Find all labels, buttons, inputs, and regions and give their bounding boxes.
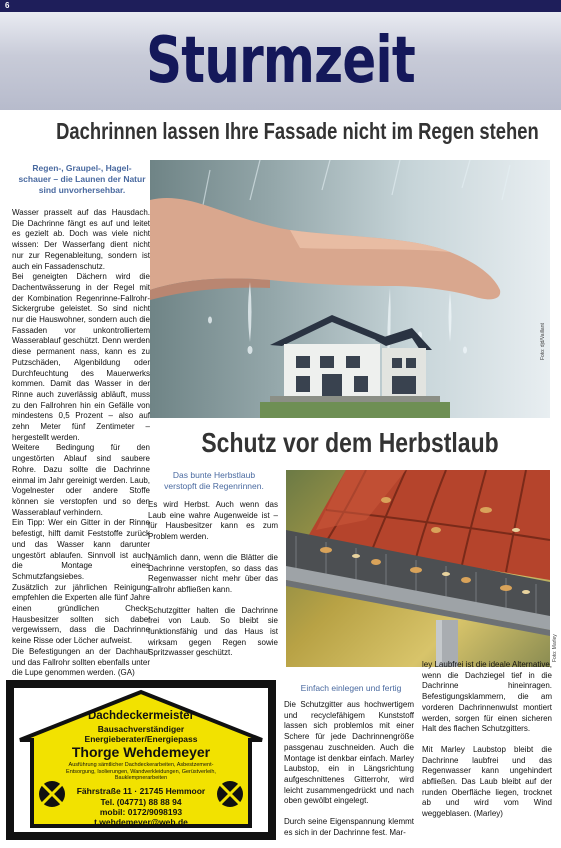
ad-name: Thorge Wehdemeyer [71,744,211,760]
ad-address: Fährstraße 11 · 21745 Hemmoor [76,786,206,796]
body-paragraph: ley Laubfrei ist die ideale Alternative, wenn die Dachziegel tief in die Dachrinne hineinragen. Befestigungsklammern, die am vorderen Dachrinnenwulst montiert werden, sorgen für einen sicheren Halt des flachen Schutzgitters. [422,660,552,734]
article1-intro [12,163,152,196]
article2-subhead2: Einfach einlegen und fertig [300,683,402,693]
image-credit: Foto: djd/Vaillant [540,323,546,360]
section-title: Sturmzeit [146,24,415,98]
body-paragraph: Bei geneigten Dächern wird die Dachentwässerung in der Regel mit der Kombination Regenrinne-Fallrohr-Sickergrube geleistet. So sind nicht nur die Hauswohner, sondern auch die Fassaden vor unkontrolliertem Wasserablauf geschützt. Denn werden diese permanent nass, kann es zu Putzschäden, Algenbildung oder Durchfeuchtung des Mauerwerks kommen. Damit das Wasser in der Rinne auch zuverlässig abläuft, muss zu den Fallrohren hin ein Gefälle von mindestens 0,5 Prozent – also auf zehn Meter fünf Zentimeter – hergestellt werden. [12,272,150,442]
intro-line: schauer – die Launen der Natur [18,174,146,184]
subhead-line: Das bunte Herbstlaub [172,470,256,480]
body-paragraph: Mit Marley Laubstop bleibt die Dachrinne laubfrei und das Regenwasser kann ungehindert abfließen. Das Laub bleibt auf der runden Oberfläche liegen, trocknet ab und wird vom Wind weggeblasen. (Marley) [422,744,552,819]
masthead [0,12,561,110]
image-credit: Foto: Marley [552,634,558,662]
body-paragraph: Die Schutzgitter aus hochwertigem und recyclefähigem Kunststoff lassen sich problemlos mit einer Schere für jede Dachrinnengröße passgenau zuschneiden. Auch die Montage ist denkbar einfach. Marley Laubstop, ein in Längsrichtung aufgeschnittenes Gitterrohr, wird leicht zusammengedrückt und nach oben gewölbt eingelegt. [284,700,414,806]
body-paragraph: Durch seine Eigenspannung klemmt es sich in der Dachrinne fest. Mar- [284,817,414,837]
body-paragraph: Es wird Herbst. Auch wenn das Laub eine wahre Augenweide ist – für Hausbesitzer kann es zum Problem werden. [148,500,278,542]
ad-line1: Bausachverständiger [97,724,185,734]
ad-phone[interactable]: Tel. (04771) 88 88 94 [100,797,182,807]
hand-over-house-photo [150,160,550,418]
intro-line: sind unvorhersehbar. [38,185,126,195]
article2-subhead [158,470,270,491]
body-paragraph: Wasser prasselt auf das Hausdach. Die Dachrinne fängt es auf und leitet es gezielt ab. Doch was viele nicht wissen: Der Wasserfang dient nicht nur zur Regenableitung, sondern ist auch ein Fassadenschutz. [12,208,150,271]
body-paragraph: Schutzgitter halten die Dachrinne frei von Laub. So bleibt sie funktionsfähig und das Haus ist wirksam gegen Regen sowie Spritzwasser geschützt. [148,605,278,658]
gutter-illustration [286,470,550,667]
roofer-advertisement [6,680,276,840]
body-paragraph: Zusätzlich zur jährlichen Reinigung empfehlen die Experten alle fünf Jahre einen gründlichen Check: Hausbesitzer sollten sich dabei vergewissern, dass die Dachrinne keine Risse oder Löcher aufweist. [12,582,150,646]
top-bar [0,0,561,12]
ad-mobile[interactable]: mobil: 0172/9098193 [99,807,183,817]
article1-headline: Dachrinnen lassen Ihre Fassade nicht im Regen stehen [56,118,539,144]
ad-line2: Energieberater/Energiepass [84,734,198,744]
article2-body-bottom [284,700,414,848]
ad-title: Dachdeckermeister [87,710,195,722]
ad-services: Ausführung sämtlicher Dachdeckerarbeiten, Asbestzement-Entsorgung, Isolierungen, Wandverkleidungen, Gerüstverleih, Bauklempnerarbeiten [66,762,216,781]
body-paragraph: Die Befestigungen an der Dachhaut und das Fallrohr sollten ebenfalls unter die Lupe genommen werden. (GA) [12,646,150,678]
article2-headline: Schutz vor dem Herbstlaub [201,427,499,458]
body-paragraph: Nämlich dann, wenn die Blätter die Dachrinne verstopfen, so dass das Regenwasser nicht mehr über das Fallrohr abfließen kann. [148,552,278,594]
article2-body-right [422,660,552,830]
body-paragraph: Weitere Bedingung für den ungestörten Ablauf sind saubere Rohre. Dazu sollte die Dachrinne einmal im Jahr gereinigt werden. Laub, Vogelnester oder andere Stoffe können sie verstopfen und so den Wasserablauf verhindern. [12,443,150,517]
gutter-leaves-photo [286,470,550,667]
ad-email[interactable]: t.wehdemeyer@web.de [94,817,188,827]
subhead-line: verstopft die Regenrinnen. [164,480,264,491]
intro-line: Regen-, Graupel-, Hagel- [32,163,132,173]
page-number: 6 [5,1,10,10]
body-paragraph: Ein Tipp: Wer ein Gitter in der Rinne befestigt, hilft damit Feststoffe zurück und das Wasser kann darunter ungestört ablaufen. Sinnvoll ist auch die Montage eines Schmutzfangsiebes. [12,518,150,581]
article1-body [12,208,150,679]
article2-body [148,500,278,669]
hand-house-illustration [150,160,550,418]
